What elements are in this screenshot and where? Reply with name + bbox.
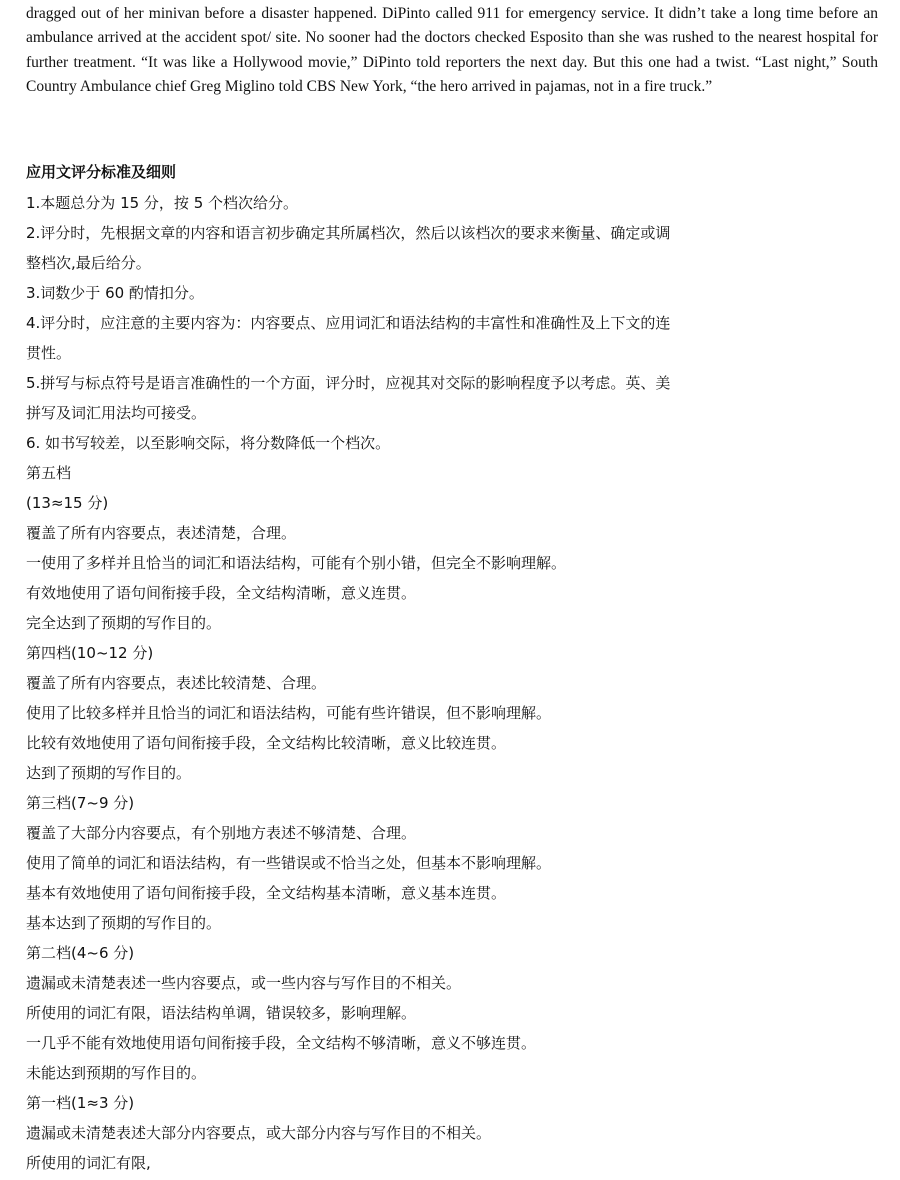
rule-line: (13≈15 分) [26, 494, 109, 512]
rule-line: 比较有效地使用了语句间衔接手段，全文结构比较清晰，意义比较连贯。 [26, 734, 507, 752]
rule-line: 基本有效地使用了语句间衔接手段，全文结构基本清晰，意义基本连贯。 [26, 884, 507, 902]
rule-line: 达到了预期的写作目的。 [26, 764, 192, 782]
rule-line: 6. 如书写较差，以至影响交际，将分数降低一个档次。 [26, 434, 391, 452]
rule-line: 使用了比较多样并且恰当的词汇和语法结构，可能有些许错误，但不影响理解。 [26, 704, 552, 722]
rule-line: 3.词数少于 60 酌情扣分。 [26, 284, 204, 302]
rule-line: 覆盖了所有内容要点，表述比较清楚、合理。 [26, 674, 327, 692]
rule-line: 遗漏或未清楚表述一些内容要点，或一些内容与写作目的不相关。 [26, 974, 462, 992]
rule-line: 4.评分时，应注意的主要内容为：内容要点、应用词汇和语法结构的丰富性和准确性及上下文的连 [26, 314, 671, 332]
rule-line: 第二档(4~6 分) [26, 944, 135, 962]
rule-line: 有效地使用了语句间衔接手段，全文结构清晰，意义连贯。 [26, 584, 417, 602]
rule-line: 未能达到预期的写作目的。 [26, 1064, 207, 1082]
story-paragraph: dragged out of her minivan before a disaster happened. DiPinto called 911 for emergency service. It didn’t take a long time before an ambulance arrived at the accident spot/ site. No sooner had the doctors checked Esposito than she was rushed to the nearest hospital for further treatment. “It was like a Hollywood movie,” DiPinto told reporters the next day. But this one had a twist. “Last night,” South Country Ambulance chief Greg Miglino told CBS New York, “the hero arrived in pajamas, not in a fire truck.” [26, 5, 878, 96]
rule-line: 第四档(10~12 分) [26, 644, 154, 662]
rule-line: 覆盖了所有内容要点，表述清楚，合理。 [26, 524, 297, 542]
rule-line: 完全达到了预期的写作目的。 [26, 614, 222, 632]
rule-line: 一几乎不能有效地使用语句间衔接手段，全文结构不够清晰，意义不够连贯。 [26, 1034, 537, 1052]
rule-line: 第三档(7~9 分) [26, 794, 135, 812]
scoring-criteria-heading: 应用文评分标准及细则 [26, 163, 177, 181]
rule-line: 所使用的词汇有限, [26, 1154, 151, 1172]
rule-line: 使用了简单的词汇和语法结构，有一些错误或不恰当之处，但基本不影响理解。 [26, 854, 552, 872]
rule-line: 贯性。 [26, 344, 72, 362]
rule-line: 覆盖了大部分内容要点，有个别地方表述不够清楚、合理。 [26, 824, 417, 842]
rule-line: 遗漏或未清楚表述大部分内容要点，或大部分内容与写作目的不相关。 [26, 1124, 492, 1142]
rule-line: 第一档(1≈3 分) [26, 1094, 135, 1112]
rule-line: 1.本题总分为 15 分，按 5 个档次给分。 [26, 194, 299, 212]
scoring-rules-list [26, 188, 886, 1178]
rule-line: 一使用了多样并且恰当的词汇和语法结构，可能有个别小错，但完全不影响理解。 [26, 554, 567, 572]
rule-line: 所使用的词汇有限，语法结构单调，错误较多，影响理解。 [26, 1004, 417, 1022]
rule-line: 基本达到了预期的写作目的。 [26, 914, 222, 932]
rule-line: 2.评分时，先根据文章的内容和语言初步确定其所属档次，然后以该档次的要求来衡量、确定或调 [26, 224, 671, 242]
rule-line: 拼写及词汇用法均可接受。 [26, 404, 207, 422]
rule-line: 第五档 [26, 464, 72, 482]
rule-line: 整档次,最后给分。 [26, 254, 151, 272]
rule-line: 5.拼写与标点符号是语言准确性的一个方面，评分时，应视其对交际的影响程度予以考虑。英、美 [26, 374, 671, 392]
